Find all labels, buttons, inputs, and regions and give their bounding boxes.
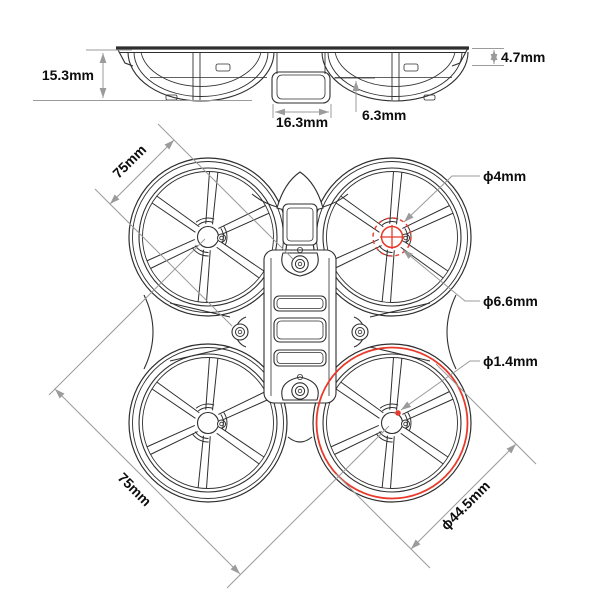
label-wheelbase-lower: 75mm <box>114 469 155 510</box>
left-duct-bowl <box>128 52 274 101</box>
duct-rear-left <box>129 344 287 502</box>
right-duct-bowl <box>322 52 468 101</box>
label-wheelbase-upper: 75mm <box>109 141 150 182</box>
highlight-screw-hole <box>395 410 401 416</box>
label-duct-inner-diameter: ϕ44.5mm <box>437 477 494 534</box>
side-view <box>33 48 545 130</box>
label-motor-mount: ϕ6.6mm <box>483 293 538 309</box>
label-shaft-hole: ϕ4mm <box>483 168 527 184</box>
battery-bay <box>272 52 330 103</box>
label-screw-hole: ϕ1.4mm <box>483 353 538 369</box>
label-overall-height: 15.3mm <box>41 67 94 83</box>
battery-strap-slots <box>274 296 326 366</box>
rear-web <box>288 437 312 442</box>
label-rim-height: 4.7mm <box>501 49 546 65</box>
duct-front-left <box>129 158 287 316</box>
camera-plate <box>283 204 317 245</box>
label-bay-width: 16.3mm <box>275 114 329 130</box>
dimension-bay-width <box>273 104 331 130</box>
top-view <box>49 124 538 588</box>
dimension-rim-height <box>472 49 545 66</box>
label-bay-depth: 6.3mm <box>362 107 407 123</box>
